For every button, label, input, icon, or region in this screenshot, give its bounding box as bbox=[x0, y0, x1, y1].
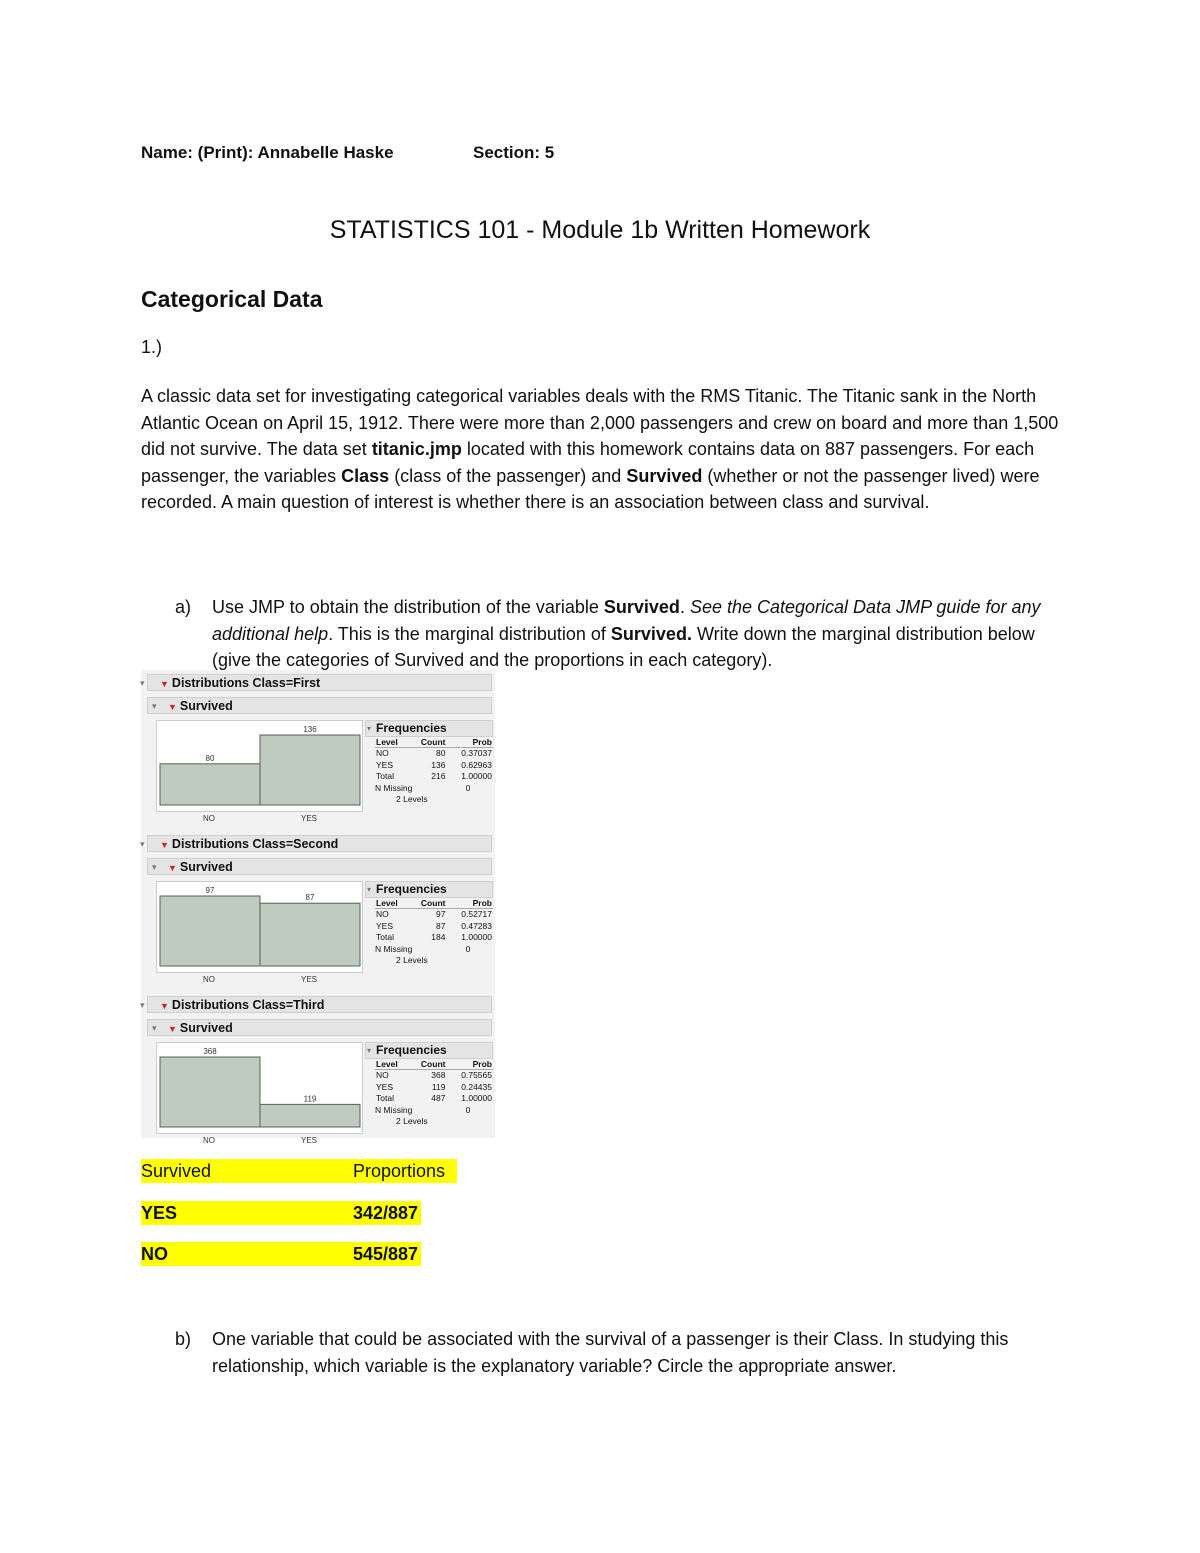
name-line bbox=[141, 143, 555, 163]
frequencies-title: Frequencies bbox=[376, 1043, 447, 1057]
disclosure-icon[interactable]: ▾ bbox=[140, 1000, 145, 1010]
data-label: 119 bbox=[303, 1094, 317, 1104]
intro-text-1: A classic data set for investigating categorical variables deals with the RMS Titanic. The Titanic sank in the North Atlantic Ocean on April 15, 1912. There were more than 2,000 passengers and crew on board and more than 1,500 did not survive. The data set bbox=[141, 386, 1059, 459]
col-prob: Prob bbox=[446, 898, 493, 909]
jmp-output-screenshot bbox=[140, 670, 495, 1145]
frequencies-report bbox=[365, 881, 493, 967]
frequency-table bbox=[375, 737, 493, 783]
cell-prob: 0.62963 bbox=[461, 759, 492, 770]
n-missing-value: 0 bbox=[465, 782, 471, 793]
part-b-label: b) bbox=[175, 1329, 192, 1349]
disclosure-icon[interactable]: ▾ bbox=[367, 885, 372, 894]
part-a-v2: Survived. bbox=[610, 623, 692, 644]
answer-no-prop: 545/887 bbox=[353, 1244, 419, 1264]
cell-prob: 1.00000 bbox=[461, 1093, 492, 1103]
variable-header bbox=[147, 858, 492, 875]
levels-count: 2 Levels bbox=[396, 955, 428, 965]
frequencies-header bbox=[365, 1042, 493, 1059]
section-label: Section: 5 bbox=[473, 143, 555, 162]
bar-chart bbox=[156, 720, 363, 812]
frequencies-header bbox=[365, 881, 493, 898]
cell-count: 87 bbox=[436, 920, 446, 931]
cell-level: YES bbox=[376, 759, 394, 770]
cell-prob: 0.75565 bbox=[461, 1070, 492, 1080]
cell-count: 368 bbox=[431, 1070, 446, 1080]
question-number: 1.) bbox=[141, 337, 163, 357]
intro-text-4: (whether or not the passenger lived) were recorded. A main question of interest is whether there is an association between class and survival. bbox=[141, 465, 1040, 512]
part-a-text bbox=[212, 594, 1065, 674]
bar-chart bbox=[156, 1042, 363, 1134]
cell-level: NO bbox=[376, 909, 389, 919]
data-label: 80 bbox=[205, 753, 215, 763]
intro-var-survived: Survived bbox=[626, 465, 703, 486]
cell-count: 97 bbox=[436, 909, 446, 919]
jmp-panel bbox=[141, 835, 495, 996]
bar-no bbox=[160, 764, 260, 805]
table-row bbox=[375, 1093, 493, 1105]
part-a-t2: . bbox=[679, 597, 690, 617]
cell-level: Total bbox=[376, 771, 394, 781]
disclosure-icon[interactable]: ▾ bbox=[152, 862, 157, 872]
distribution-header bbox=[140, 996, 492, 1013]
intro-text-2: located with this homework contains data on 887 passengers. For each passenger, the variables bbox=[141, 439, 1035, 486]
disclosure-icon[interactable]: ▾ bbox=[140, 839, 145, 849]
distribution-title: Distributions Class=Second bbox=[171, 837, 339, 851]
col-level: Level bbox=[375, 898, 409, 909]
part-b-text: One variable that could be associated with the survival of a passenger is their Class. In studying this relationship, which variable is the explanatory variable? Circle the appropriate answer. bbox=[212, 1329, 1009, 1376]
red-triangle-menu-icon[interactable]: ▼ bbox=[160, 679, 169, 689]
n-missing-label: N Missing bbox=[375, 1104, 413, 1115]
cell-level: Total bbox=[376, 932, 394, 942]
bar-yes bbox=[260, 903, 360, 966]
disclosure-icon[interactable]: ▾ bbox=[367, 724, 372, 733]
variable-title: Survived bbox=[179, 860, 233, 874]
intro-text-3: (class of the passenger) and bbox=[389, 465, 627, 486]
answer-yes-prop: 342/887 bbox=[353, 1203, 419, 1223]
n-missing-label: N Missing bbox=[375, 782, 413, 793]
bar-yes bbox=[260, 735, 360, 805]
distribution-header bbox=[140, 835, 492, 852]
col-prob: Prob bbox=[446, 737, 493, 748]
data-label: 97 bbox=[205, 886, 215, 895]
data-label: 136 bbox=[303, 725, 317, 734]
intro-paragraph bbox=[141, 383, 1061, 516]
cell-level: YES bbox=[376, 1081, 394, 1092]
x-tick-label: NO bbox=[203, 975, 215, 984]
disclosure-icon[interactable]: ▾ bbox=[140, 678, 145, 688]
col-count: Count bbox=[409, 1059, 447, 1070]
col-level: Level bbox=[375, 1059, 409, 1070]
variable-title: Survived bbox=[179, 699, 233, 713]
col-prob: Prob bbox=[446, 1059, 493, 1070]
part-a-v1: Survived bbox=[603, 597, 680, 617]
frequencies-header bbox=[365, 720, 493, 737]
cell-level: Total bbox=[376, 1093, 394, 1103]
part-a-t3: . This is the marginal distribution of bbox=[328, 623, 611, 644]
disclosure-icon[interactable]: ▾ bbox=[152, 701, 157, 711]
cell-prob: 0.24435 bbox=[461, 1081, 492, 1092]
cell-count: 119 bbox=[431, 1081, 446, 1092]
levels-count: 2 Levels bbox=[396, 794, 428, 804]
table-row bbox=[375, 748, 493, 760]
red-triangle-menu-icon[interactable]: ▼ bbox=[168, 702, 177, 712]
data-label: 368 bbox=[203, 1047, 217, 1056]
data-label: 87 bbox=[305, 893, 315, 903]
answer-yes-level: YES bbox=[141, 1203, 178, 1223]
table-row bbox=[375, 1082, 493, 1094]
variable-title: Survived bbox=[179, 1021, 233, 1035]
x-tick-label: NO bbox=[203, 1136, 215, 1145]
part-b bbox=[175, 1326, 1065, 1379]
n-missing-label: N Missing bbox=[375, 943, 413, 954]
table-row bbox=[375, 771, 493, 783]
part-a-italic: See the Categorical Data JMP guide for any additional help bbox=[212, 597, 1041, 644]
n-missing bbox=[375, 1105, 493, 1117]
n-missing-value: 0 bbox=[465, 1104, 471, 1115]
answer-col-proportions: Proportions bbox=[353, 1161, 446, 1181]
cell-level: YES bbox=[376, 920, 394, 931]
cell-prob: 0.52717 bbox=[461, 909, 492, 919]
red-triangle-menu-icon[interactable]: ▼ bbox=[160, 1001, 169, 1011]
frequency-table bbox=[375, 1059, 493, 1105]
table-row bbox=[375, 932, 493, 944]
answer-header-row bbox=[141, 1159, 457, 1183]
col-level: Level bbox=[375, 737, 409, 748]
answer-col-survived: Survived bbox=[141, 1161, 212, 1181]
table-row bbox=[375, 1070, 493, 1082]
section-heading: Categorical Data bbox=[141, 286, 323, 312]
jmp-panel bbox=[141, 996, 495, 1157]
jmp-panel bbox=[141, 674, 495, 835]
disclosure-icon[interactable]: ▾ bbox=[367, 1046, 372, 1055]
student-name: Name: (Print): Annabelle Haske bbox=[141, 143, 394, 162]
red-triangle-menu-icon[interactable]: ▼ bbox=[168, 1024, 177, 1034]
table-row bbox=[375, 909, 493, 921]
cell-level: NO bbox=[376, 748, 389, 758]
disclosure-icon[interactable]: ▾ bbox=[152, 1023, 157, 1033]
cell-count: 136 bbox=[431, 759, 446, 770]
part-a bbox=[175, 594, 1065, 674]
bar-no bbox=[160, 1057, 260, 1127]
intro-var-class: Class bbox=[341, 465, 390, 486]
cell-prob: 0.47283 bbox=[461, 920, 492, 931]
answer-no-level: NO bbox=[141, 1244, 168, 1264]
frequencies-report bbox=[365, 720, 493, 806]
red-triangle-menu-icon[interactable]: ▼ bbox=[160, 840, 169, 850]
x-tick-label: YES bbox=[300, 1136, 317, 1145]
variable-header bbox=[147, 1019, 492, 1036]
part-a-t1: Use JMP to obtain the distribution of the variable bbox=[212, 597, 604, 617]
distribution-title: Distributions Class=First bbox=[171, 676, 321, 690]
cell-count: 184 bbox=[431, 932, 446, 942]
x-tick-label: YES bbox=[300, 975, 317, 984]
bar-no bbox=[160, 896, 260, 966]
levels-count: 2 Levels bbox=[396, 1116, 428, 1126]
cell-count: 80 bbox=[436, 748, 446, 758]
cell-count: 216 bbox=[431, 771, 446, 781]
col-count: Count bbox=[409, 737, 447, 748]
document-title: STATISTICS 101 - Module 1b Written Homework bbox=[329, 216, 871, 244]
x-tick-label: NO bbox=[203, 814, 215, 823]
intro-file: titanic.jmp bbox=[371, 439, 462, 459]
frequencies-title: Frequencies bbox=[376, 721, 447, 735]
n-missing bbox=[375, 944, 493, 956]
table-row bbox=[375, 921, 493, 933]
cell-prob: 1.00000 bbox=[461, 932, 492, 942]
part-a-label: a) bbox=[175, 597, 192, 617]
cell-prob: 1.00000 bbox=[461, 771, 492, 781]
cell-level: NO bbox=[376, 1070, 389, 1080]
n-missing-value: 0 bbox=[465, 943, 471, 954]
cell-prob: 0.37037 bbox=[461, 748, 492, 758]
bar-chart bbox=[156, 881, 363, 973]
answer-row-no bbox=[141, 1242, 421, 1266]
x-tick-label: YES bbox=[300, 814, 317, 823]
bar-yes bbox=[260, 1104, 360, 1127]
distribution-title: Distributions Class=Third bbox=[171, 998, 325, 1012]
variable-header bbox=[147, 697, 492, 714]
part-a-t4: Write down the marginal distribution below (give the categories of Survived and the proportions in each category). bbox=[212, 623, 1035, 670]
frequencies-report bbox=[365, 1042, 493, 1128]
frequency-table bbox=[375, 898, 493, 944]
table-row bbox=[375, 760, 493, 772]
answer-row-yes bbox=[141, 1201, 421, 1225]
cell-count: 487 bbox=[431, 1093, 446, 1103]
col-count: Count bbox=[409, 898, 447, 909]
n-missing bbox=[375, 783, 493, 795]
distribution-header bbox=[140, 674, 492, 691]
frequencies-title: Frequencies bbox=[376, 882, 447, 896]
red-triangle-menu-icon[interactable]: ▼ bbox=[168, 863, 177, 873]
